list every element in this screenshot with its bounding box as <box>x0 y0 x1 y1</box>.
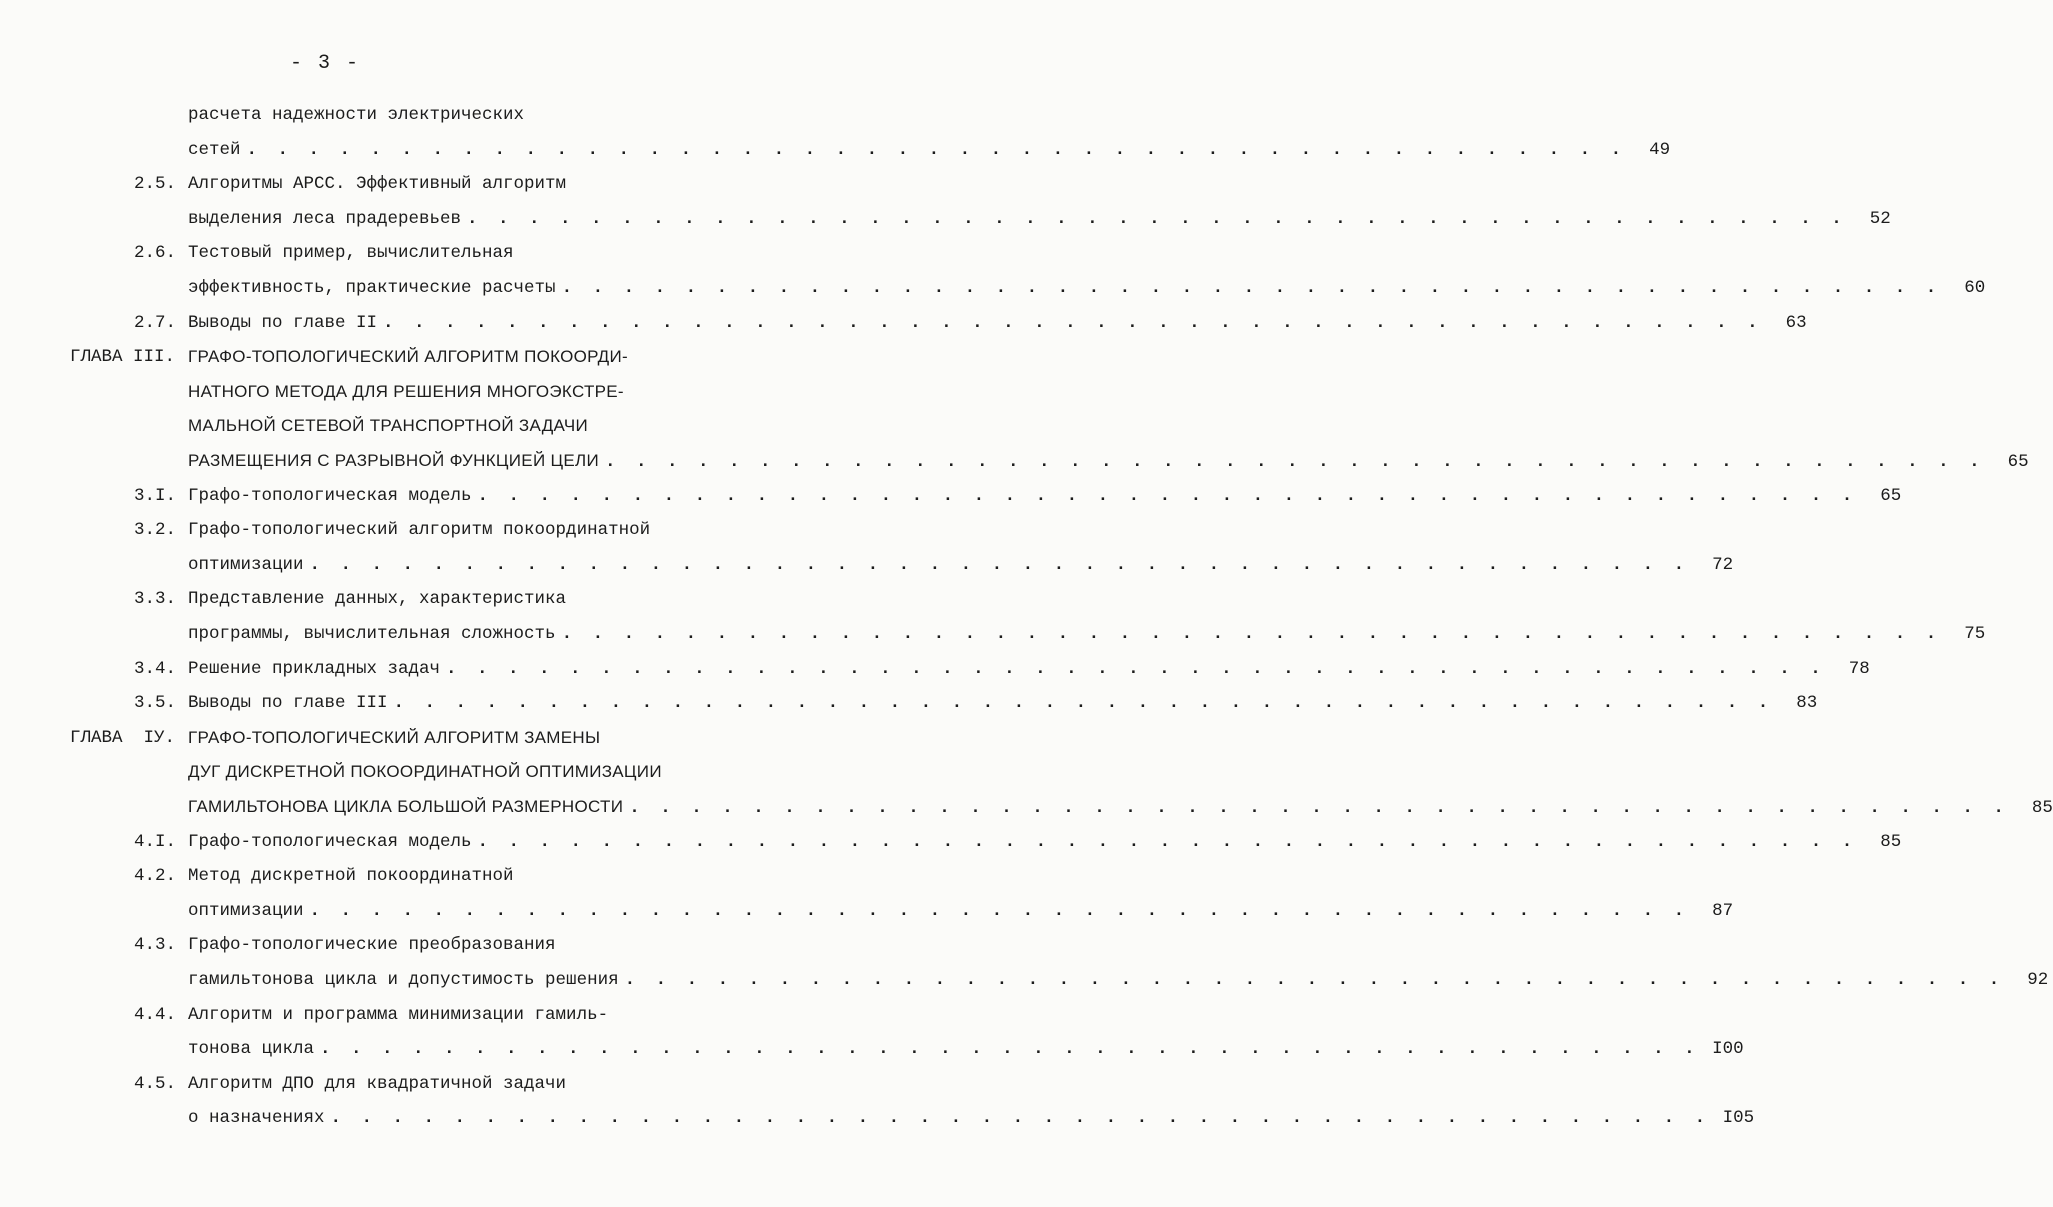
toc-line <box>0 998 794 1032</box>
toc-line <box>0 652 1870 686</box>
page-ref: I00 <box>1712 1039 1744 1060</box>
page-ref: 85 <box>1880 831 1902 852</box>
section-number: 3.I. <box>133 485 176 506</box>
entry-title: Метод дискретной покоординатной <box>188 866 514 887</box>
dot-leader: . . . . . . . . . . . . . . . . . . . . . . . . . . . . . . . . . . . . . . . . . . . . . <box>246 139 1627 160</box>
toc-line <box>0 790 2053 824</box>
dot-leader: . . . . . . . . . . . . . . . . . . . . . . . . . . . . . . . . . . . . . . . . . . . . . <box>309 900 1690 921</box>
page-number: - 3 - <box>289 52 360 75</box>
entry-title: ГАМИЛЬТОНОВА ЦИКЛА БОЛЬШОЙ РАЗМЕРНОСТИ <box>188 797 624 816</box>
toc-line <box>0 202 1891 236</box>
entry-title: Графо-топологический алгоритм покоординатной <box>188 520 651 541</box>
entry-title: о назначениях <box>188 1108 325 1129</box>
page-ref: 63 <box>1785 312 1807 333</box>
section-number: 4.3. <box>133 935 176 956</box>
toc-line <box>0 721 794 755</box>
entry-title: выделения леса прадеревьев <box>188 208 462 229</box>
entry-title: гамильтонова цикла и допустимость решения <box>188 970 619 990</box>
dot-leader: . . . . . . . . . . . . . . . . . . . . . . . . . . . . . . . . . . . . . . . . . . . . . <box>446 658 1826 679</box>
dot-leader: . . . . . . . . . . . . . . . . . . . . . . . . . . . . . . . . . . . . . . . . . . . . . <box>477 831 1858 852</box>
entry-title: тонова цикла <box>188 1039 315 1060</box>
section-number: 2.6. <box>133 243 176 264</box>
section-number: 4.2. <box>133 866 176 887</box>
entry-title: НАТНОГО МЕТОДА ДЛЯ РЕШЕНИЯ МНОГОЭКСТРЕ- <box>188 381 624 401</box>
section-number: 2.5. <box>133 174 176 195</box>
dot-leader: . . . . . . . . . . . . . . . . . . . . . . . . . . . . . . . . . . . . . . . . . . . . . <box>561 624 1942 644</box>
section-number: 3.4. <box>133 658 176 679</box>
entry-title: Решение прикладных задач <box>188 658 441 679</box>
dot-leader: . . . . . . . . . . . . . . . . . . . . . . . . . . . . . . . . . . . . . . . . . . . . . <box>320 1039 1700 1060</box>
dot-leader: . . . . . . . . . . . . . . . . . . . . . . . . . . . . . . . . . . . . . . . . . . . . . <box>393 693 1774 714</box>
dot-leader: . . . . . . . . . . . . . . . . . . . . . . . . . . . . . . . . . . . . . . . . . . . . . <box>561 278 1942 298</box>
toc-line <box>0 236 794 270</box>
entry-title: Тестовый пример, вычислительная <box>188 243 514 264</box>
page-ref: 75 <box>1964 624 1986 644</box>
entry-title: сетей <box>188 139 241 160</box>
toc-line <box>0 98 794 132</box>
entry-title: Алгоритм ДПО для квадратичной задачи <box>188 1073 567 1094</box>
entry-title: расчета надежности электрических <box>188 105 525 125</box>
dot-leader: . . . . . . . . . . . . . . . . . . . . . . . . . . . . . . . . . . . . . . . . . . . . . <box>629 798 2009 818</box>
chapter-label: ГЛАВА IУ. <box>70 727 176 748</box>
toc-line <box>0 548 1734 582</box>
toc-line <box>0 375 794 409</box>
toc-line <box>0 1067 794 1101</box>
toc-line <box>0 340 794 374</box>
page-ref: 83 <box>1796 693 1818 714</box>
page-ref: 87 <box>1712 900 1734 921</box>
toc-line <box>0 133 1671 167</box>
toc-line <box>0 444 2029 478</box>
entry-title: ГРАФО-ТОПОЛОГИЧЕСКИЙ АЛГОРИТМ ПОКООРДИ- <box>188 347 628 367</box>
dot-leader: . . . . . . . . . . . . . . . . . . . . . . . . . . . . . . . . . . . . . . . . . . . . . <box>330 1108 1711 1129</box>
entry-title: Алгоритм и программа минимизации гамиль- <box>188 1004 609 1025</box>
toc-line <box>0 409 794 443</box>
entry-title: программы, вычислительная сложность <box>188 624 556 644</box>
toc-line <box>0 582 794 616</box>
entry-title: оптимизации <box>188 900 304 921</box>
entry-title: МАЛЬНОЙ СЕТЕВОЙ ТРАНСПОРТНОЙ ЗАДАЧИ <box>188 416 588 436</box>
entry-title: ДУГ ДИСКРЕТНОЙ ПОКООРДИНАТНОЙ ОПТИМИЗАЦИИ <box>188 762 662 782</box>
chapter-label: ГЛАВА III. <box>70 347 176 368</box>
toc-line <box>0 617 1986 651</box>
page-ref: 65 <box>1880 485 1902 506</box>
page-ref: 60 <box>1964 278 1986 298</box>
dot-leader: . . . . . . . . . . . . . . . . . . . . . . . . . . . . . . . . . . . . . . . . . . . . . <box>383 312 1763 333</box>
section-number: 4.4. <box>133 1004 176 1025</box>
toc-line <box>0 1032 1744 1066</box>
toc-line <box>0 271 1986 305</box>
toc-line <box>0 1101 1755 1135</box>
entry-title: Графо-топологическая модель <box>188 831 472 852</box>
entry-title: Графо-топологическая модель <box>188 485 472 506</box>
section-number: 2.7. <box>133 312 176 333</box>
page-ref: 49 <box>1649 139 1671 160</box>
section-number: 3.5. <box>133 693 176 714</box>
toc-line <box>0 513 794 547</box>
entry-title: Алгоритмы АРСС. Эффективный алгоритм <box>188 174 567 195</box>
section-number: 4.5. <box>133 1073 176 1094</box>
page-ref: 78 <box>1848 658 1870 679</box>
dot-leader: . . . . . . . . . . . . . . . . . . . . . . . . . . . . . . . . . . . . . . . . . . . . . <box>477 485 1858 506</box>
toc-line <box>0 306 1807 340</box>
entry-title: Представление данных, характеристика <box>188 589 567 610</box>
page-ref: 72 <box>1712 554 1734 575</box>
page-ref: 85 <box>2031 798 2053 818</box>
toc-line <box>0 859 794 893</box>
toc-line <box>0 928 794 962</box>
page-ref: 52 <box>1869 208 1891 229</box>
toc-line <box>0 894 1734 928</box>
toc-line <box>0 479 1902 513</box>
toc-line <box>0 167 794 201</box>
entry-title: Выводы по главе III <box>188 693 388 714</box>
section-number: 3.3. <box>133 589 176 610</box>
entry-title: РАЗМЕЩЕНИЯ С РАЗРЫВНОЙ ФУНКЦИЕЙ ЦЕЛИ <box>188 451 599 470</box>
dot-leader: . . . . . . . . . . . . . . . . . . . . . . . . . . . . . . . . . . . . . . . . . . . . . <box>624 970 2005 990</box>
page-ref: 65 <box>2007 452 2029 472</box>
toc-line <box>0 755 794 789</box>
entry-title: ГРАФО-ТОПОЛОГИЧЕСКИЙ АЛГОРИТМ ЗАМЕНЫ <box>188 727 601 747</box>
toc-line <box>0 825 1902 859</box>
entry-title: эффективность, практические расчеты <box>188 278 556 298</box>
toc-line <box>0 686 1818 720</box>
page-ref: 92 <box>2027 970 2049 990</box>
toc-line <box>0 963 2049 997</box>
entry-title: Графо-топологические преобразования <box>188 935 556 956</box>
dot-leader: . . . . . . . . . . . . . . . . . . . . . . . . . . . . . . . . . . . . . . . . . . . . . <box>309 554 1690 575</box>
dot-leader: . . . . . . . . . . . . . . . . . . . . . . . . . . . . . . . . . . . . . . . . . . . . . <box>467 208 1847 229</box>
entry-title: Выводы по главе II <box>188 312 378 333</box>
entry-title: оптимизации <box>188 554 304 575</box>
page-ref: I05 <box>1722 1108 1755 1129</box>
section-number: 4.I. <box>133 831 176 852</box>
section-number: 3.2. <box>133 520 176 541</box>
dot-leader: . . . . . . . . . . . . . . . . . . . . . . . . . . . . . . . . . . . . . . . . . . . . . <box>604 452 1985 472</box>
